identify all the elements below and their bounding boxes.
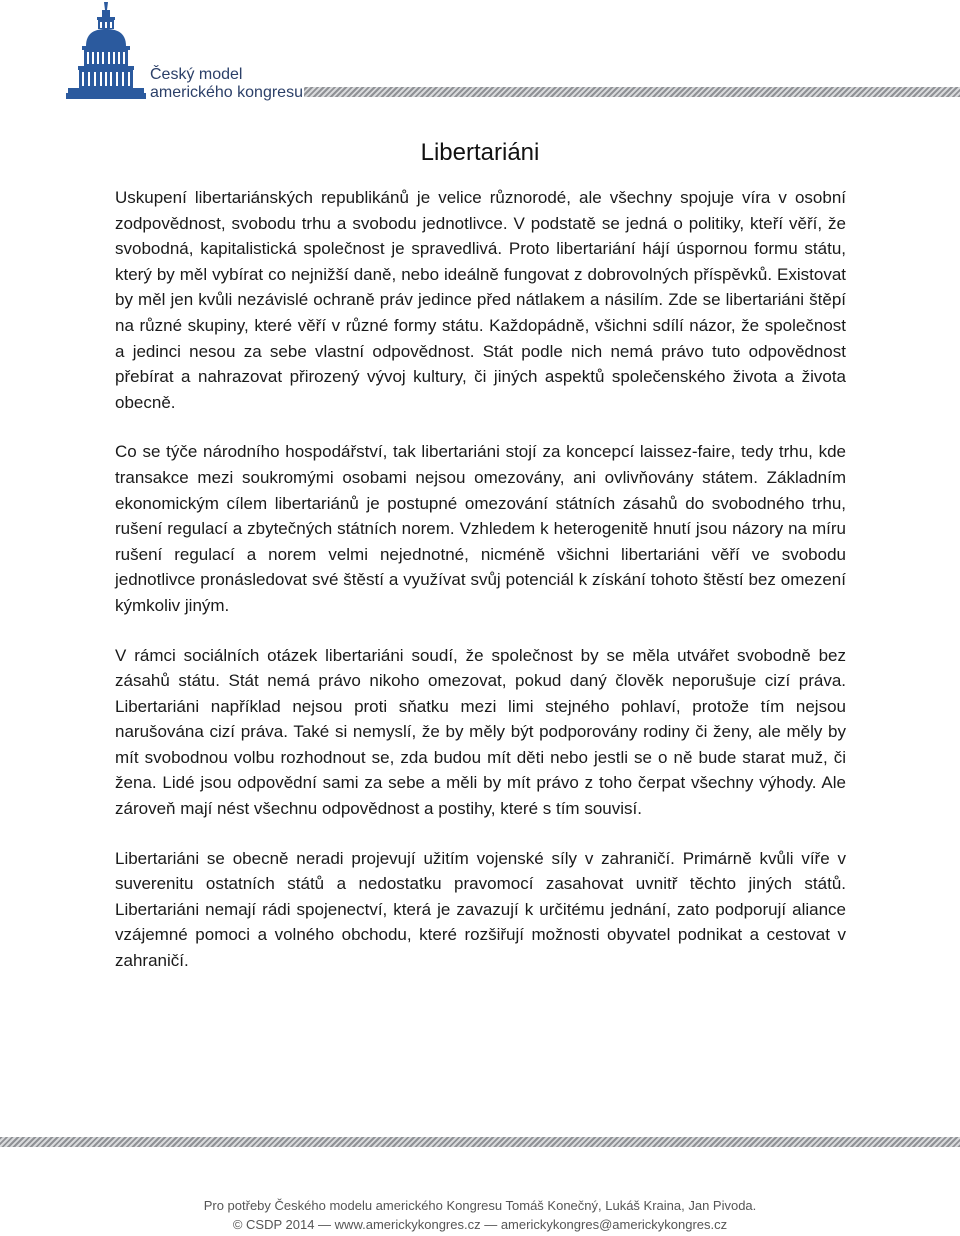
paragraph-2: Co se týče národního hospodářství, tak libertariáni stojí za koncepcí laissez-faire, tedy trhu, kde transakce mezi soukromými osobami nejsou omezovány, ani ovlivňovány státem. Základním ekonomickým cílem libertariánů je postupné omezování státních zásahů do svobodného trhu, rušení regulací a zbytečných státních norem. Vzhledem k heterogenitě hnutí jsou názory na míru rušení regulací a norem velmi nejednotné, nicméně všichni libertariáni věří ve svobodu jednotlivce pronásledovat své štěstí a využívat svůj potenciál k získání tohoto štěstí bez omezení kýmkoliv jiným. — [115, 442, 846, 615]
paragraph-3: V rámci sociálních otázek libertariáni soudí, že společnost by se měla utvářet svobodně bez zásahů státu. Stát nemá právo nikoho omezovat, pokud daný člověk neporušuje cizí práva. Libertariáni například nejsou proti sňatku mezi limi stejného pohlaví, protože tím nejsou narušována cizí práva. Také si nemyslí, že by měly být podporovány rodiny či ženy, ale měly by mít svobodnou volbu rozhodnout se, zda budou mít děti nebo jestli se o ně bude starat muž, či žena. Lidé jsou odpovědní sami za sebe a měli by mít právo z toho čerpat všechny výhody. Ale zároveň mají nést všechnu odpovědnost a postihy, které s tím souvisí. — [115, 645, 846, 819]
header-stripe-divider — [304, 87, 960, 97]
logo-line-2: amerického kongresu — [150, 84, 303, 101]
article-body — [115, 185, 846, 998]
footer-contact: © CSDP 2014 — www.americkykongres.cz — americkykongres@americkykongres.cz — [232, 1217, 728, 1232]
page-title: Libertariáni — [420, 139, 540, 166]
page-footer — [0, 1196, 960, 1234]
logo-wordmark — [150, 66, 303, 102]
logo-line-1: Český model — [150, 66, 243, 83]
paragraph-4: Libertariáni se obecně neradi projevují užitím vojenské síly v zahraničí. Primárně kvůli víře v suverenitu ostatních států a nedostatku pravomocí zasahovat uvnitř těchto jiných států. Libertariáni nemají rádi spojenectví, která je zavazují k určitému jednání, zato podporují aliance vzájemné pomoci a volného obchodu, které rozšiřují možnosti obyvatel podnikat a cestovat v zahraničí. — [115, 848, 846, 971]
footer-stripe-divider — [0, 1137, 960, 1147]
capitol-dome-logo-icon — [66, 2, 146, 104]
page-header — [0, 0, 960, 110]
paragraph-1: Uskupení libertariánských republikánů je velice různorodé, ale všechny spojuje víra v osobní zodpovědnost, svobodu trhu a svobodu jednotlivce. V podstatě se jedná o politiky, kteří věří, že svobodná, kapitalistická společnost je spravedlivá. Proto libertariání hájí úspornou formu státu, který by měl vybírat co nejnižší daně, nebo ideálně fungovat z dobrovolných příspěvků. Existovat by měl jen kvůli nezávislé ochraně práv jedince před nátlakem a násilím. Zde se libertariáni štěpí na různé skupiny, které věří v různé formy státu. Každopádně, všichni sdílí názor, že společnost a jedinci nesou za sebe vlastní odpovědnost. Stát podle nich nemá právo tuto odpovědnost přebírat a nahrazovat přirozený vývoj kultury, či jiných aspektů společenského života a života obecně. — [115, 188, 846, 412]
footer-credits: Pro potřeby Českého modelu amerického Kongresu Tomáš Konečný, Lukáš Kraina, Jan Pivoda. — [203, 1198, 757, 1213]
